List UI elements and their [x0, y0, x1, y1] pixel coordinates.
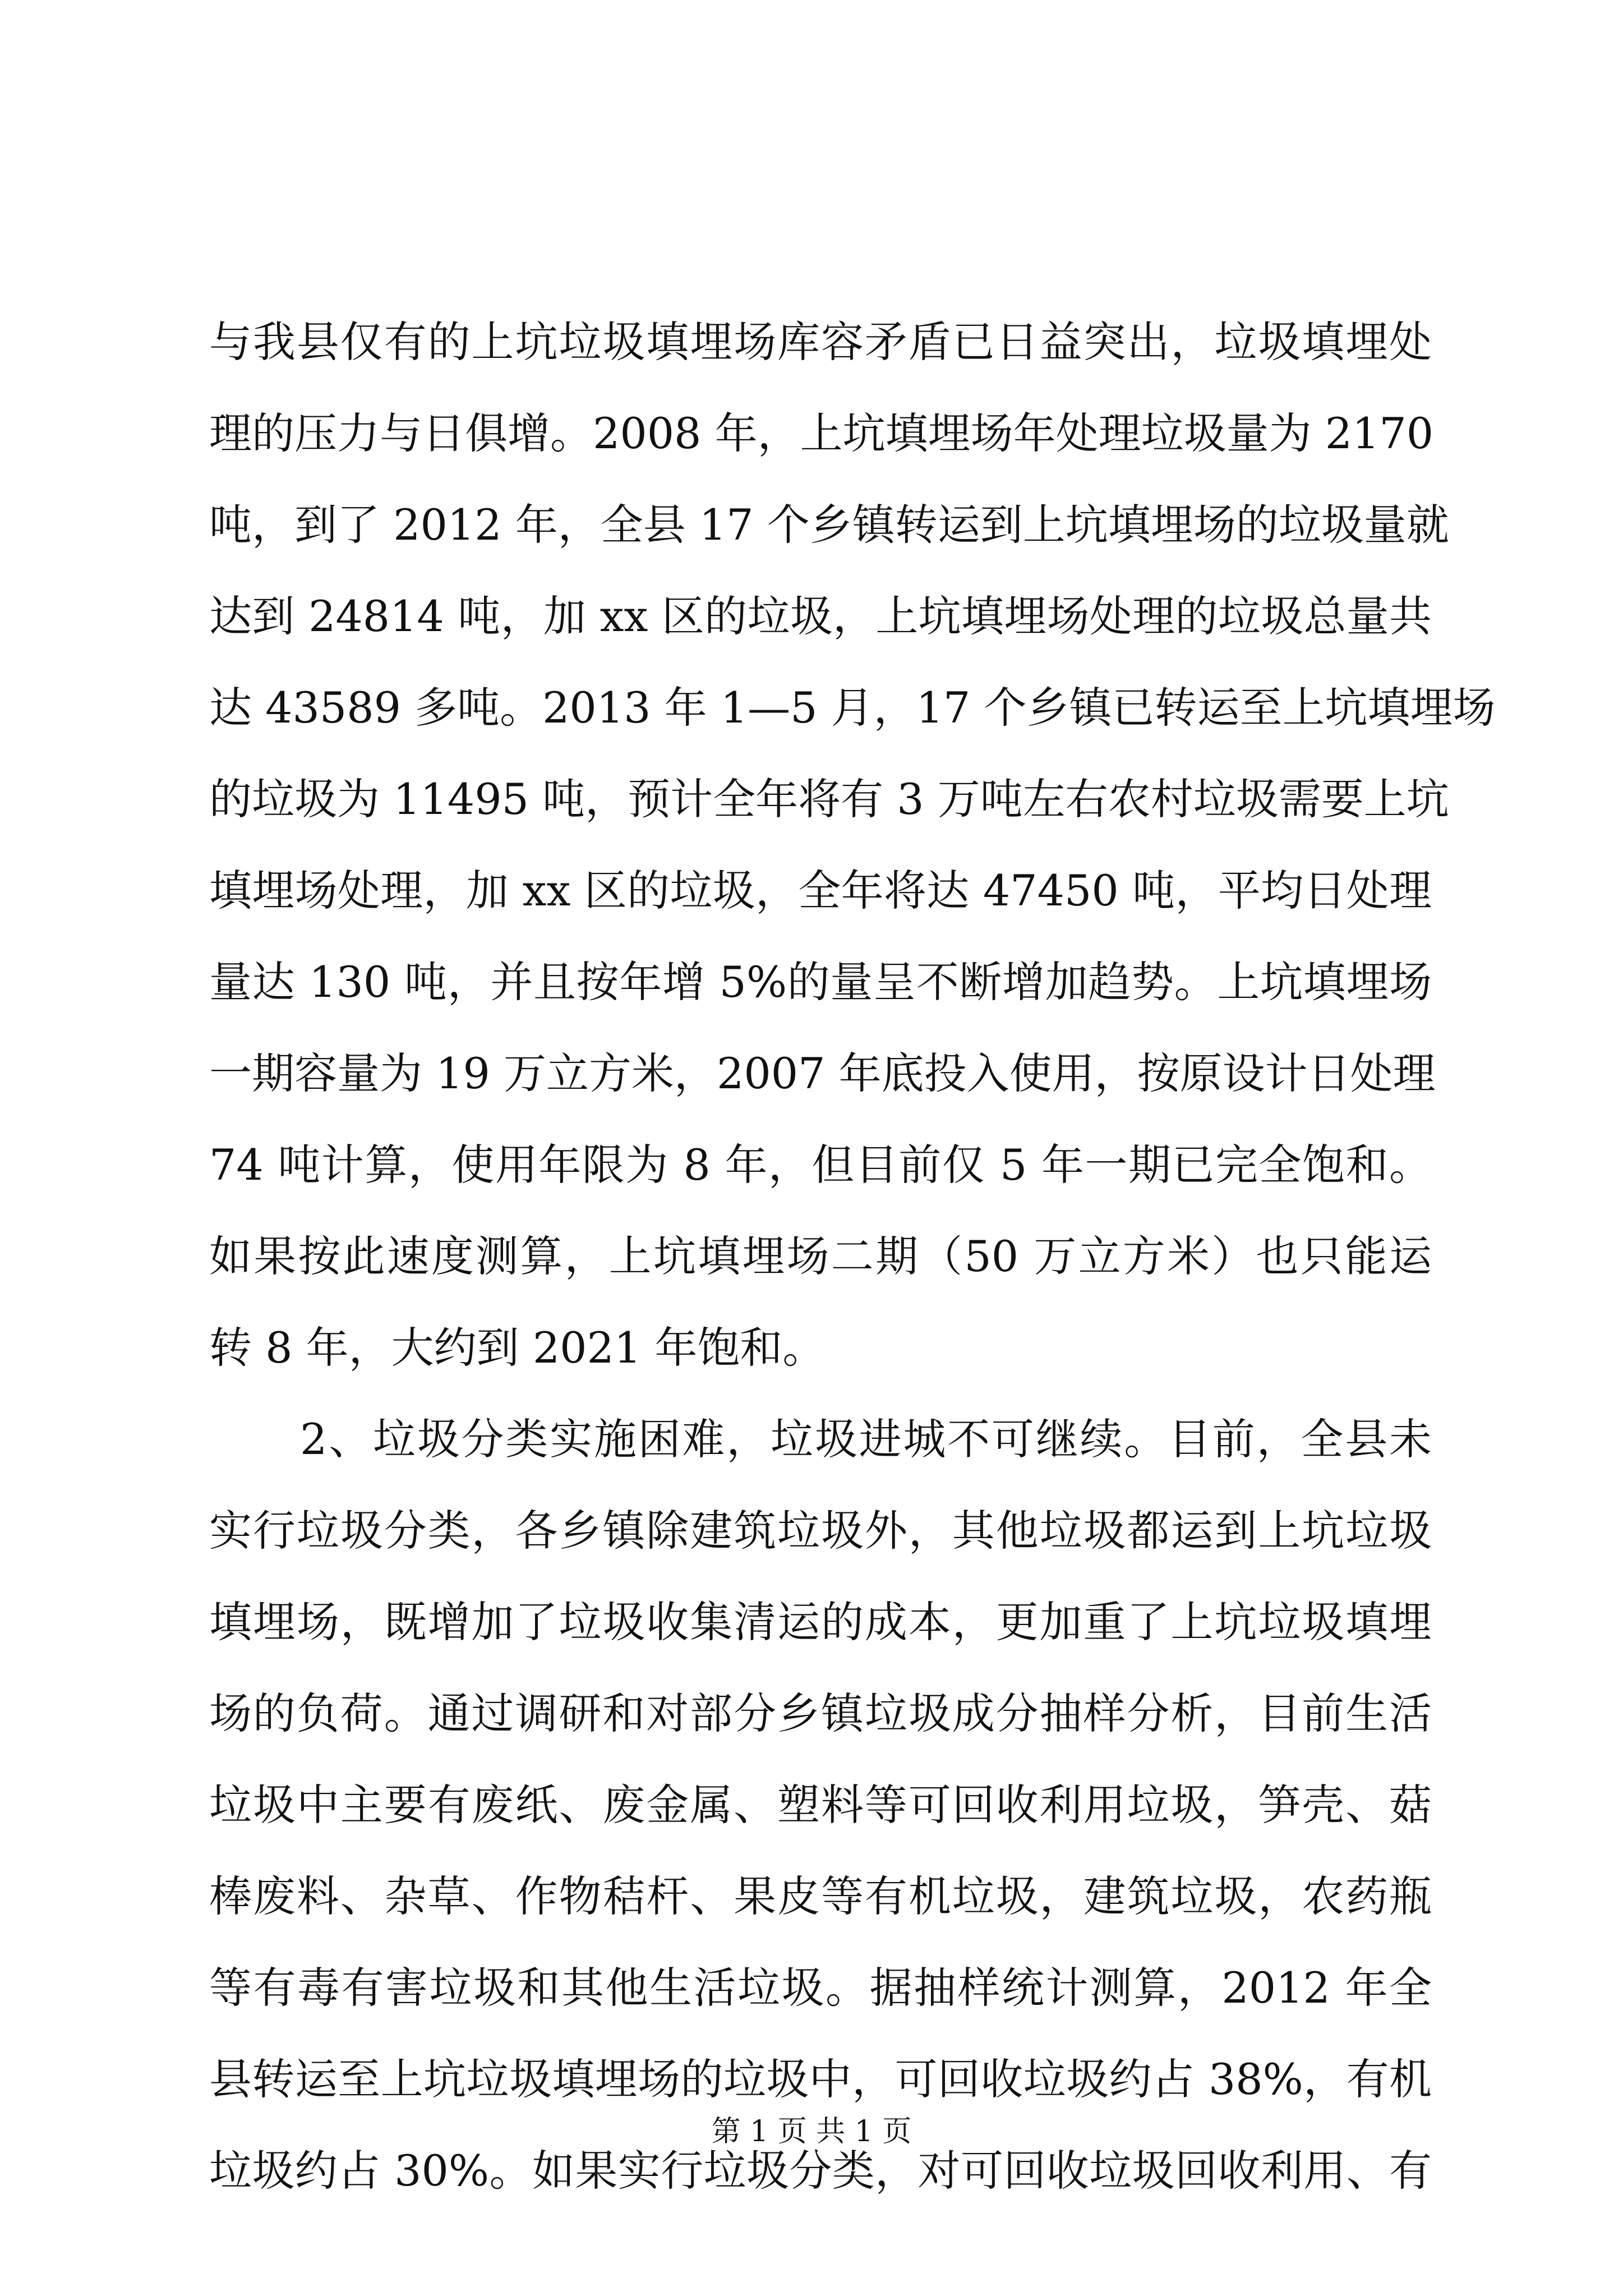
paragraph-1-line-12: 转 8 年，大约到 2021 年饱和。 [209, 1323, 826, 1373]
paragraph-2-line-1: 2、垃圾分类实施困难，垃圾进城不可继续。目前，全县未 [300, 1414, 1432, 1464]
paragraph-2-line-7: 等有毒有害垃圾和其他生活垃圾。据抽样统计测算，2012 年全 [209, 1963, 1432, 2013]
paragraph-2-line-6: 棒废料、杂草、作物秸杆、果皮等有机垃圾，建筑垃圾，农药瓶 [209, 1871, 1432, 1921]
paragraph-1-line-7: 填埋场处理，加 xx 区的垃圾，全年将达 47450 吨，平均日处理 [209, 866, 1432, 915]
page-footer: 第 1 页 共 1 页 [711, 2115, 912, 2148]
paragraph-1-line-9: 一期容量为 19 万立方米，2007 年底投入使用，按原设计日处理 [209, 1048, 1436, 1098]
paragraph-1-line-4: 达到 24814 吨，加 xx 区的垃圾，上坑填埋场处理的垃圾总量共 [209, 591, 1432, 641]
paragraph-2-line-3: 填埋场，既增加了垃圾收集清运的成本，更加重了上坑垃圾填埋 [209, 1597, 1432, 1647]
paragraph-1-line-6: 的垃圾为 11495 吨，预计全年将有 3 万吨左右农村垃圾需要上坑 [209, 774, 1449, 824]
paragraph-1-line-8: 量达 130 吨，并且按年增 5%的量呈不断增加趋势。上坑填埋场 [209, 957, 1432, 1007]
paragraph-1-line-2: 理的压力与日俱增。2008 年，上坑填埋场年处理垃圾量为 2170 [209, 408, 1434, 458]
paragraph-1-line-11: 如果按此速度测算，上坑填埋场二期（50 万立方米）也只能运 [209, 1231, 1432, 1281]
paragraph-1-line-3: 吨，到了 2012 年，全县 17 个乡镇转运到上坑填埋场的垃圾量就 [209, 500, 1449, 550]
paragraph-2-line-2: 实行垃圾分类，各乡镇除建筑垃圾外，其他垃圾都运到上坑垃圾 [209, 1506, 1432, 1556]
paragraph-1-line-10: 74 吨计算，使用年限为 8 年，但目前仅 5 年一期已完全饱和。 [209, 1140, 1432, 1190]
paragraph-2-line-9: 垃圾约占 30%。如果实行垃圾分类，对可回收垃圾回收利用、有 [209, 2146, 1432, 2196]
paragraph-2-line-4: 场的负荷。通过调研和对部分乡镇垃圾成分抽样分析，目前生活 [209, 1688, 1432, 1738]
paragraph-2-line-8: 县转运至上坑垃圾填埋场的垃圾中，可回收垃圾约占 38%，有机 [209, 2054, 1432, 2104]
paragraph-2-line-5: 垃圾中主要有废纸、废金属、塑料等可回收利用垃圾，笋壳、菇 [209, 1780, 1432, 1830]
paragraph-1-line-5: 达 43589 多吨。2013 年 1—5 月，17 个乡镇已转运至上坑填埋场 [209, 683, 1496, 733]
paragraph-1-line-1: 与我县仅有的上坑垃圾填埋场库容矛盾已日益突出，垃圾填埋处 [209, 317, 1432, 367]
